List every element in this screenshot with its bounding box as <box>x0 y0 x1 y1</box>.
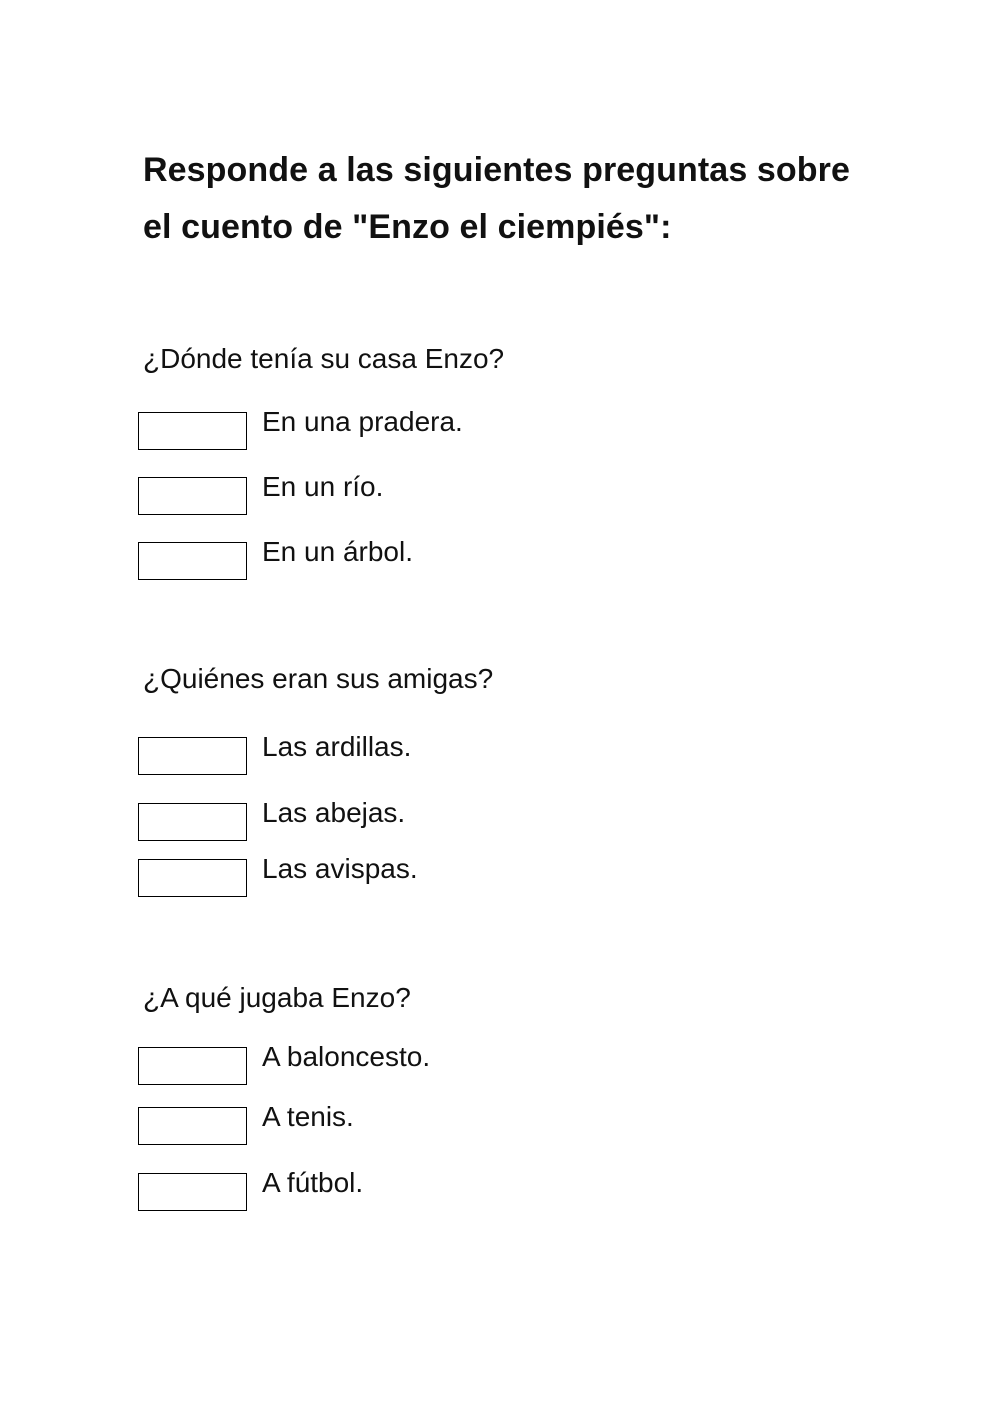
answer-label: A tenis. <box>262 1101 354 1132</box>
answer-checkbox[interactable] <box>138 1173 247 1211</box>
answer-option[interactable] <box>138 471 384 515</box>
answer-checkbox[interactable] <box>138 412 247 450</box>
worksheet-title <box>143 142 903 256</box>
answer-checkbox[interactable] <box>138 542 247 580</box>
answer-checkbox[interactable] <box>138 1107 247 1145</box>
title-line-1: Responde a las siguientes preguntas sobre <box>143 151 850 189</box>
answer-label: A fútbol. <box>262 1167 364 1198</box>
answer-option[interactable] <box>138 1101 354 1145</box>
answer-label: En una pradera. <box>262 406 463 437</box>
answer-option[interactable] <box>138 853 418 897</box>
question-3: ¿A qué jugaba Enzo? <box>143 982 411 1013</box>
answer-option[interactable] <box>138 1167 364 1211</box>
answer-option[interactable] <box>138 406 463 450</box>
answer-checkbox[interactable] <box>138 859 247 897</box>
answer-label: Las avispas. <box>262 853 418 884</box>
question-1: ¿Dónde tenía su casa Enzo? <box>143 343 505 374</box>
answer-option[interactable] <box>138 731 412 775</box>
answer-option[interactable] <box>138 536 413 580</box>
answer-label: Las ardillas. <box>262 731 412 762</box>
answer-label: A baloncesto. <box>262 1041 431 1072</box>
answer-option[interactable] <box>138 797 406 841</box>
question-2: ¿Quiénes eran sus amigas? <box>143 663 494 694</box>
answer-option[interactable] <box>138 1041 431 1085</box>
answer-label: En un árbol. <box>262 536 413 567</box>
answer-label: Las abejas. <box>262 797 406 828</box>
answer-checkbox[interactable] <box>138 803 247 841</box>
answer-checkbox[interactable] <box>138 737 247 775</box>
answer-checkbox[interactable] <box>138 1047 247 1085</box>
title-line-2: el cuento de "Enzo el ciempiés": <box>143 208 672 246</box>
answer-label: En un río. <box>262 471 384 502</box>
answer-checkbox[interactable] <box>138 477 247 515</box>
